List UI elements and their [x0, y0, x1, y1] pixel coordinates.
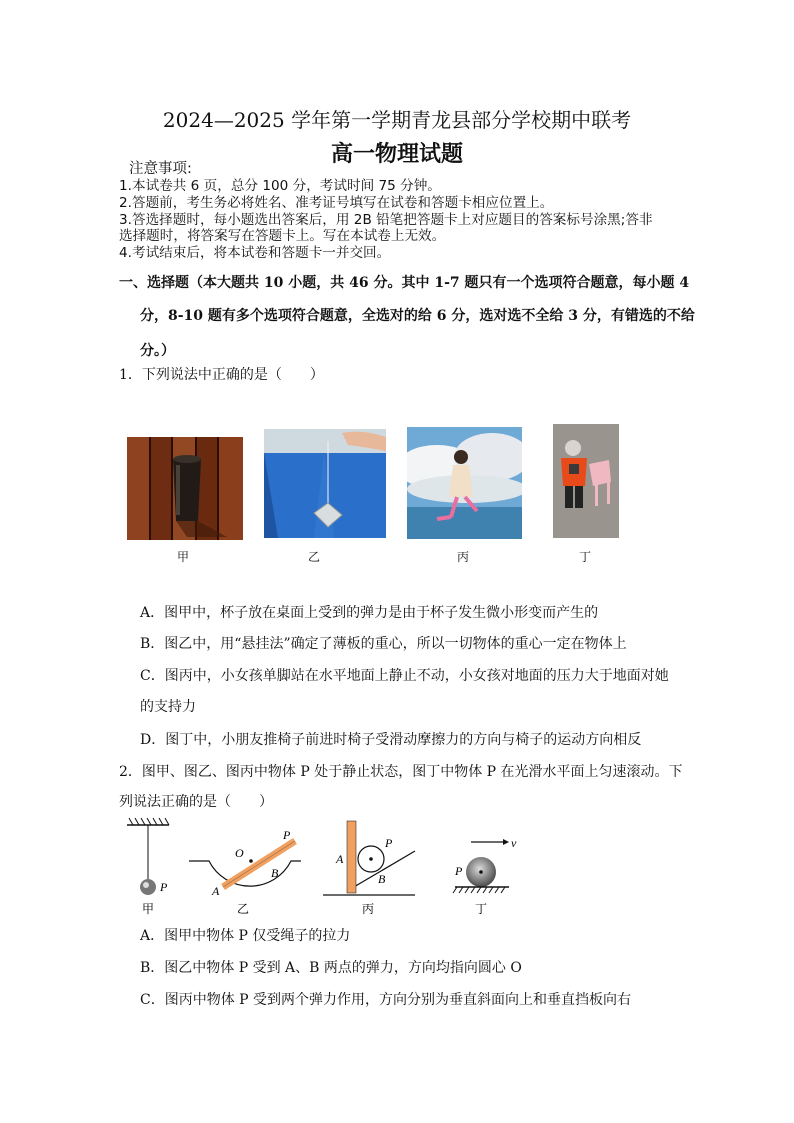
- label-bing-b: B: [378, 872, 386, 886]
- label-ding-v: v: [511, 836, 517, 850]
- label-yi-a: A: [212, 884, 220, 898]
- q1-option-a: A．图甲中，杯子放在桌面上受到的弹力是由于杯子发生微小形变而产生的: [140, 605, 599, 621]
- section-heading-line-1: 一、选择题（本大题共 10 小题，共 46 分。其中 1-7 题只有一个选项符合题意，每小题 4: [119, 275, 690, 291]
- q1-caption-ding: 丁: [578, 550, 591, 564]
- q1-caption-bing: 丙: [456, 550, 469, 564]
- label-jia-p: P: [160, 880, 168, 894]
- photo-hanging-plate: [264, 429, 386, 538]
- section-heading-line-3: 分。）: [140, 343, 175, 359]
- q1-option-c-line-1: C．图丙中，小女孩单脚站在水平地面上静止不动，小女孩对地面的压力大于地面对她: [140, 668, 669, 684]
- q2-diagrams: [115, 815, 535, 920]
- label-bing-p: P: [385, 836, 393, 850]
- q2-option-a: A．图甲中物体 P 仅受绳子的拉力: [140, 928, 351, 944]
- q2-caption-ding: 丁: [475, 902, 488, 916]
- notice-heading: 注意事项:: [129, 161, 192, 177]
- q2-stem-line-2: 列说法正确的是（ ）: [119, 794, 273, 810]
- q2-option-b: B．图乙中物体 P 受到 A、B 两点的弹力，方向均指向圆心 O: [140, 960, 522, 976]
- photo-child-pushing-chair: [553, 424, 619, 538]
- q1-option-c-line-2: 的支持力: [140, 699, 196, 715]
- label-yi-o: O: [235, 846, 244, 860]
- label-ding-p: P: [455, 864, 463, 878]
- q1-caption-yi: 乙: [307, 550, 320, 564]
- q2-caption-yi: 乙: [237, 902, 250, 916]
- notice-line-5: 4.考试结束后，将本试卷和答题卡一并交回。: [119, 245, 391, 261]
- q2-caption-bing: 丙: [362, 902, 375, 916]
- photo-girl-one-foot: [407, 427, 522, 539]
- q2-stem-line-1: 2．图甲、图乙、图丙中物体 P 处于静止状态，图丁中物体 P 在光滑水平面上匀速滚动。下: [119, 764, 683, 780]
- q1-option-b: B．图乙中，用“悬挂法”确定了薄板的重心，所以一切物体的重心一定在物体上: [140, 636, 627, 652]
- section-heading-line-2: 分，8-10 题有多个选项符合题意，全选对的给 6 分，选对选不全给 3 分，有错选的不给: [140, 308, 695, 324]
- q2-caption-jia: 甲: [142, 902, 155, 916]
- diagram-yi-rod-in-bowl: [189, 841, 301, 887]
- q2-option-c: C．图丙中物体 P 受到两个弹力作用，方向分别为垂直斜面向上和垂直挡板向右: [140, 992, 632, 1008]
- notice-line-4: 选择题时，将答案写在答题卡上。写在本试卷上无效。: [119, 228, 446, 244]
- exam-title: 2024—2025 学年第一学期青龙县部分学校期中联考: [162, 108, 632, 132]
- notice-line-2: 2.答题前，考生务必将姓名、准考证号填写在试卷和答题卡相应位置上。: [119, 195, 554, 211]
- label-yi-b: B: [271, 866, 279, 880]
- q1-option-d: D．图丁中，小朋友推椅子前进时椅子受滑动摩擦力的方向与椅子的运动方向相反: [140, 732, 642, 748]
- label-bing-a: A: [336, 852, 344, 866]
- notice-line-3: 3.答选择题时，每小题选出答案后，用 2B 铅笔把答题卡上对应题目的答案标号涂黑;答非: [119, 212, 653, 228]
- q1-stem: 1．下列说法中正确的是（ ）: [119, 367, 324, 383]
- notice-line-1: 1.本试卷共 6 页，总分 100 分，考试时间 75 分钟。: [119, 178, 441, 194]
- q1-caption-jia: 甲: [176, 550, 189, 564]
- label-yi-p: P: [283, 828, 291, 842]
- photo-cup-on-table: [127, 437, 243, 540]
- exam-subtitle: 高一物理试题: [330, 141, 463, 167]
